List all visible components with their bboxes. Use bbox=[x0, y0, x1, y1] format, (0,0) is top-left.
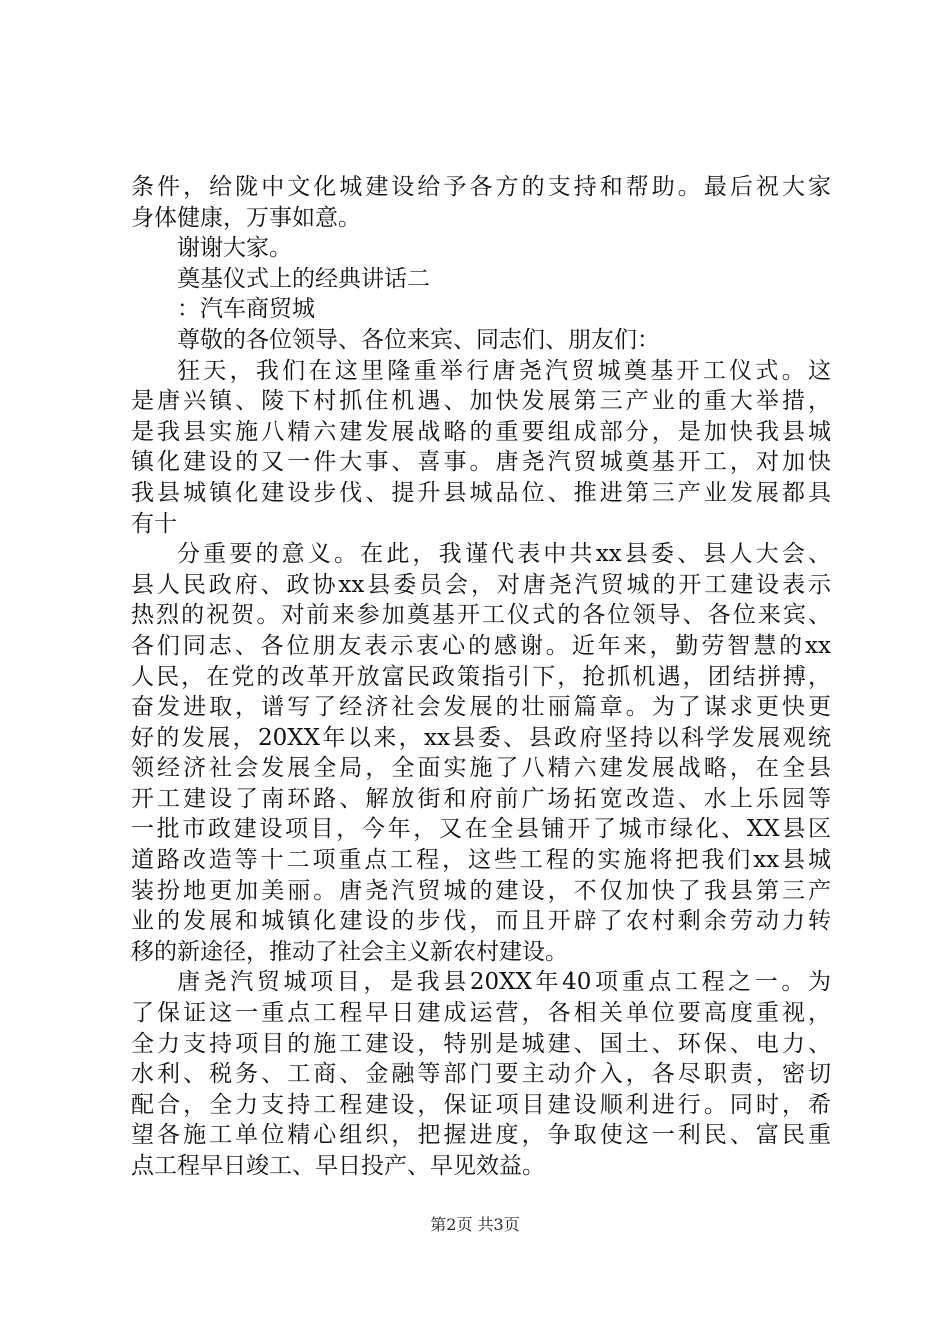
text-line: 我县城镇化建设步伐、提升县城品位、推进第三产业发展都具 bbox=[131, 479, 831, 506]
text-line: 谢谢大家。 bbox=[177, 235, 292, 262]
text-line: 县人民政府、政协xx县委员会，对唐尧汽贸城的开工建设表示 bbox=[131, 571, 831, 598]
text-line: 狂天，我们在这里隆重举行唐尧汽贸城奠基开工仪式。这 bbox=[177, 357, 831, 384]
text-line: 配合，全力支持工程建设，保证项目建设顺利进行。同时，希 bbox=[131, 1091, 831, 1118]
text-line: 是我县实施八精六建发展战略的重要组成部分，是加快我县城 bbox=[131, 418, 831, 445]
text-line: 分重要的意义。在此，我谨代表中共xx县委、县人大会、 bbox=[177, 541, 831, 568]
text-line: 点工程早日竣工、早日投产、早见效益。 bbox=[131, 1153, 545, 1179]
text-line: 条件，给陇中文化城建设给予各方的支持和帮助。最后祝大家 bbox=[131, 174, 831, 200]
page-number-footer: 第2页 共3页 bbox=[430, 1215, 520, 1234]
text-line: 是唐兴镇、陵下村抓住机遇、加快发展第三产业的重大举措， bbox=[131, 388, 831, 415]
text-line: 一批市政建设项目，今年，又在全县铺开了城市绿化、XX县区 bbox=[131, 816, 831, 843]
text-line: 移的新途径，推动了社会主义新农村建设。 bbox=[131, 938, 568, 965]
text-line: 人民，在党的改革开放富民政策指引下，抢抓机遇，团结拼搏， bbox=[131, 663, 831, 690]
text-line: 身体健康，万事如意。 bbox=[131, 204, 361, 231]
section-heading: 奠基仪式上的经典讲话二 bbox=[177, 265, 430, 292]
text-line: 望各施工单位精心组织，把握进度，争取使这一利民、富民重 bbox=[131, 1122, 831, 1149]
text-line: 镇化建设的又一件大事、喜事。唐尧汽贸城奠基开工，对加快 bbox=[131, 449, 831, 476]
text-line: 奋发进取，谱写了经济社会发展的壮丽篇章。为了谋求更快更 bbox=[131, 694, 831, 721]
text-line: 业的发展和城镇化建设的步伐，而且开辟了农村剩余劳动力转 bbox=[131, 908, 831, 935]
text-line: 道路改造等十二项重点工程，这些工程的实施将把我们xx县城 bbox=[131, 847, 831, 874]
text-line: 了保证这一重点工程早日建成运营，各相关单位要高度重视， bbox=[131, 1000, 831, 1027]
text-line: 好的发展，20XX年以来，xx县委、县政府坚持以科学发展观统 bbox=[131, 724, 831, 751]
text-line: 装扮地更加美丽。唐尧汽贸城的建设，不仅加快了我县第三产 bbox=[131, 877, 831, 904]
text-line: 有十 bbox=[131, 510, 177, 537]
text-line: 唐尧汽贸城项目，是我县20XX年40项重点工程之一。为 bbox=[177, 969, 831, 996]
text-line: 开工建设了南环路、解放街和府前广场拓宽改造、水上乐园等 bbox=[131, 785, 831, 812]
text-line: 各们同志、各位朋友表示衷心的感谢。近年来，勤劳智慧的xx bbox=[131, 632, 831, 659]
document-body bbox=[131, 172, 831, 1182]
text-line: 热烈的祝贺。对前来参加奠基开工仪式的各位领导、各位来宾、 bbox=[131, 602, 831, 629]
section-subheading: ：汽车商贸城 bbox=[177, 296, 315, 323]
salutation: 尊敬的各位领导、各位来宾、同志们、朋友们： bbox=[177, 326, 660, 353]
text-line: 领经济社会发展全局，全面实施了八精六建发展战略，在全县 bbox=[131, 755, 831, 782]
text-line: 全力支持项目的施工建设，特别是城建、国土、环保、电力、 bbox=[131, 1030, 831, 1057]
text-line: 水利、税务、工商、金融等部门要主动介入，各尽职责，密切 bbox=[131, 1061, 831, 1088]
